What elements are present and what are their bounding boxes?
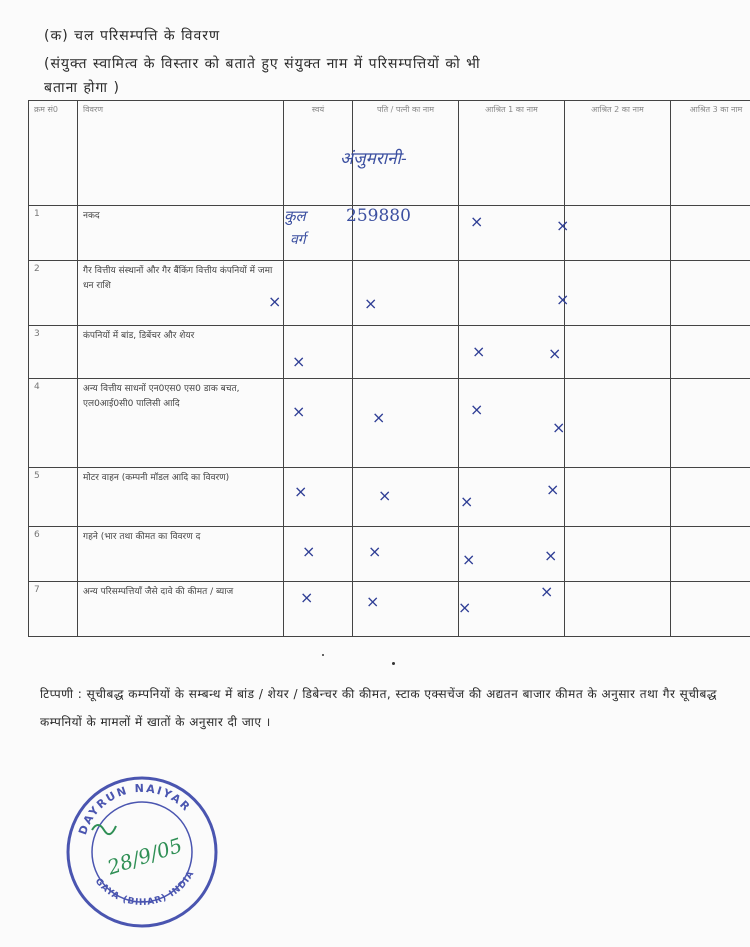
section-heading: (क) चल परिसम्पत्ति के विवरण [44,28,221,44]
col-header-desc: विवरण [78,101,284,206]
stamp-handwritten-date: 28/9/05 [104,832,186,880]
cross-mark: × [372,408,386,427]
ink-dot [392,662,395,665]
row-sn: 5 [29,468,78,527]
row-desc: नकद [78,206,284,261]
row-sn: 6 [29,527,78,582]
table-row [29,582,750,637]
col-header-dependent-3: आश्रित 3 का नाम [671,101,750,206]
row-sn: 2 [29,261,78,326]
col-header-dependent-1: आश्रित 1 का नाम [459,101,565,206]
table-row [29,379,750,468]
row-desc: मोटर वाहन (कम्पनी मॉडल आदि का विवरण) [78,468,284,527]
row-desc: गहने (भार तथा कीमत का विवरण द [78,527,284,582]
movable-assets-table [28,100,750,637]
col-header-dependent-2: आश्रित 2 का नाम [565,101,671,206]
cross-mark: × [302,542,316,561]
section-subheading: (संयुक्त स्वामित्व के विस्तार को बताते हुए संयुक्त नाम में परिसम्पत्तियों को भी [44,56,481,72]
col-header-spouse: पति / पत्नी का नाम [353,101,459,206]
table-row [29,527,750,582]
row-sn: 4 [29,379,78,468]
cross-mark: × [460,492,474,511]
official-stamp-seal [62,770,222,930]
ink-dot [322,654,324,656]
row-sn: 3 [29,326,78,379]
table-row [29,326,750,379]
cross-mark: × [268,292,282,311]
handwritten-spouse-name: अंजुमरानी- [340,149,407,169]
section-subheading-cont: बताना होगा ) [44,80,120,96]
cross-mark: × [458,598,472,617]
row-desc: गैर वित्तीय संस्थानों और गैर बैंकिंग वित्तीय कंपनियों में जमा धन राशि [78,261,284,326]
handwritten-cash-amount: 259880 [346,206,411,226]
cross-mark: × [368,542,382,561]
cross-mark: × [556,216,570,235]
cross-mark: × [292,402,306,421]
row-desc: अन्य वित्तीय साधनों एन0एस0 एस0 डाक बचत, एल0आई0सी0 पालिसी आदि [78,379,284,468]
row-desc: कंपनियों में बांड, डिबेंचर और शेयर [78,326,284,379]
stamp-top-text: DAYRUN NAIYAR [76,781,194,837]
svg-text:GAYA (BIHAR) INDIA [93,869,197,908]
cross-mark: × [540,582,554,601]
cross-mark: × [300,588,314,607]
stamp-bottom-text: GAYA (BIHAR) INDIA [92,869,197,908]
row-sn: 1 [29,206,78,261]
handwritten-cash-label: कुल [284,207,306,225]
cross-mark: × [556,290,570,309]
cross-mark: × [364,294,378,313]
row-sn: 7 [29,582,78,637]
cross-mark: × [292,352,306,371]
cross-mark: × [548,344,562,363]
col-header-self: स्वयं [284,101,353,206]
cross-mark: × [470,400,484,419]
cross-mark: × [462,550,476,569]
cross-mark: × [546,480,560,499]
footnote-text: टिप्पणी : सूचीबद्ध कम्पनियों के सम्बन्ध में बांड / शेयर / डिबेन्चर की कीमत, स्टाक एक्सचेंज की अद्यतन बाजार कीमत के अनुसार तथा गैर सूचीबद्ध कम्पनियों के मामलों में खातों के अनुसार दी जाए । [40,687,717,729]
cross-mark: × [294,482,308,501]
handwritten-cash-label-2: वर्ग [290,232,306,248]
cross-mark: × [472,342,486,361]
cross-mark: × [378,486,392,505]
row-desc: अन्य परिसम्पत्तियाँ जैसे दावे की कीमत / ब्याज [78,582,284,637]
cross-mark: × [470,212,484,231]
col-header-sn: क्रम सं0 [29,101,78,206]
cross-mark: × [544,546,558,565]
table-row [29,261,750,326]
cross-mark: × [366,592,380,611]
cross-mark: × [552,418,566,437]
